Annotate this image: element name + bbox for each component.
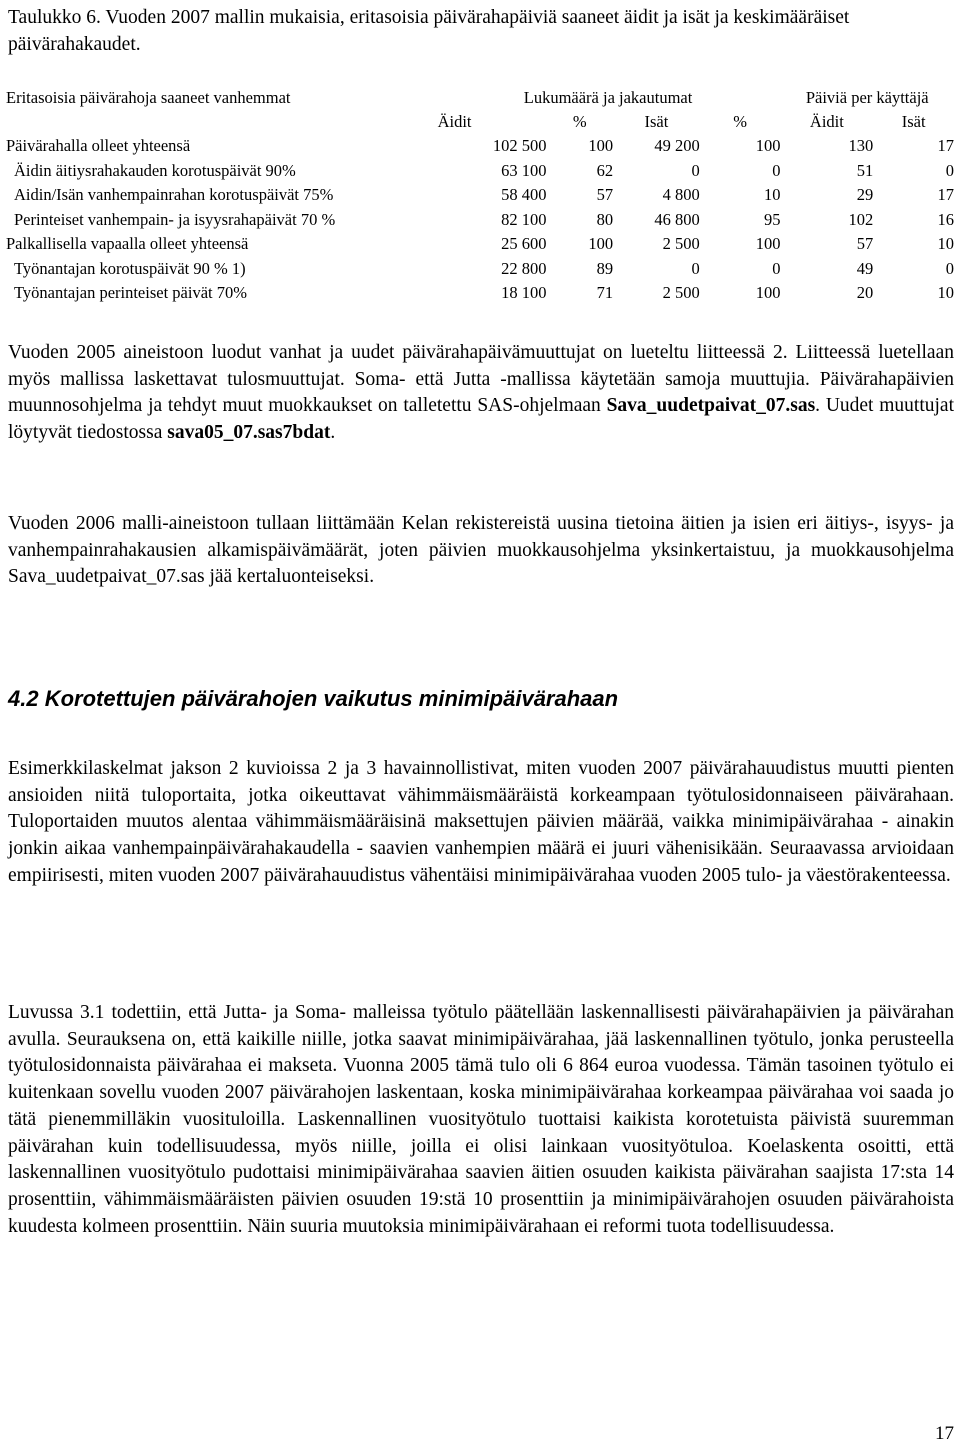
cell-value: 80 [596, 209, 614, 229]
table-caption: Taulukko 6. Vuoden 2007 mallin mukaisia, eritasoisia päivärahapäiviä saaneet äidit ja isät ja keskimääräiset päivärahakaudet. [8, 7, 850, 55]
table-row [6, 232, 954, 257]
cell-value: 0 [945, 160, 954, 180]
table-subheader-row [6, 110, 954, 134]
subheader-fathers-days: Isät [901, 112, 926, 131]
paragraph-text: . Uudet muuttujat löytyvät tiedostossa [8, 395, 954, 444]
paragraph-examples: Esimerkkilaskelmat jakson 2 kuvioissa 2 ja 3 havainnollistivat, miten vuoden 2007 päivärahauudistus muutti pienten ansioiden niitä tuloportaita, jotka oikeuttavat vähimmäismääräistä korkeampaan työtulosidonnaiseen päivärahaan. Tuloportaiden muutos alentaa vähimmäismääräisinä maksettujen päivien määrää, vaikka minimipäivärahaa - ainakin jonkin aikaa vanhempainpäivärahakaudella - saavien vanhempien määrä ei juuri vähenisikään. Seuraavassa arvioidaan empiirisesti, miten vuoden 2007 päivärahauudistus vähentäisi minimipäivärahaa vuoden 2005 tulo- ja väestörakenteessa. [8, 758, 954, 886]
cell-value: 100 [755, 283, 781, 303]
cell-value: 51 [856, 160, 874, 180]
table-row [6, 281, 954, 306]
cell-value: 10 [937, 234, 954, 254]
cell-value: 89 [596, 258, 614, 278]
table-row [6, 159, 954, 184]
subheader-empty [6, 110, 436, 134]
cell-value: 95 [763, 209, 781, 229]
cell-value: 22 800 [501, 258, 547, 278]
cell-value: 10 [937, 283, 954, 303]
dataset-file-name: sava05_07.sas7bdat [167, 422, 331, 444]
cell-value: 16 [937, 209, 954, 229]
cell-value: 63 100 [501, 160, 547, 180]
cell-value: 49 200 [654, 136, 700, 156]
table-row [6, 257, 954, 282]
cell-value: 2 500 [662, 234, 700, 254]
cell-value: 71 [596, 283, 614, 303]
cell-value: 20 [856, 283, 874, 303]
subheader-mothers-days: Äidit [809, 112, 844, 131]
subheader-percent: % [572, 112, 587, 131]
cell-value: 0 [945, 258, 954, 278]
paragraph-results: Luvussa 3.1 todettiin, että Jutta- ja Soma- malleissa työtulo päätellään laskennallisesti päivärahapäivien ja päivärahan avulla. Seurauksena on, että kaikille niille, jotka saavat minimipäivärahaa, jää laskennallinen työtulo, jonka perusteella työtulosidonnaista päivärahaa ei makseta. Vuonna 2005 tämä tulo oli 6 864 euroa vuodessa. Tämän tasoinen työtulo ei kuitenkaan sovellu vuoden 2007 päivärahojen laskentaan, koska minimipäivärahaa korkeampaa päivärahaa voi saada jo tätä pienemmilläkin vuosituloilla. Laskennallinen vuosityötulo tuottaisi kaikista korotetuista päivistä suuremman päivärahan kuin todellisuudessa, myös niille, joilla ei olisi lainkaan vuosityötuloa. Koelaskenta osoitti, että laskennallinen vuosityötulo pudottaisi minimipäivärahaa saavien äitien osuuden kaikista päivärahan saajista 17:sta 14 prosenttiin, vähimmäismääräisten päivien osuuden 19:stä 10 prosenttiin ja minimipäivärahojen osuuden päivärahoista kuudesta kolmeen prosenttiin. Näin suuria muutoksia minimipäivärahaan ei reformi tuota todellisuudessa. [8, 1002, 954, 1237]
cell-value: 82 100 [501, 209, 547, 229]
page-number: 17 [935, 1423, 954, 1444]
cell-value: 0 [772, 258, 781, 278]
table-row [6, 183, 954, 208]
cell-value: 57 [856, 234, 874, 254]
cell-value: 10 [763, 185, 781, 205]
cell-value: 29 [856, 185, 874, 205]
cell-value: 0 [772, 160, 781, 180]
cell-value: 100 [755, 136, 781, 156]
cell-value: 102 [848, 209, 874, 229]
row-label: Äidin äitiysrahakauden korotuspäivät 90% [14, 160, 296, 180]
row-label: Palkallisella vapaalla olleet yhteensä [6, 234, 249, 254]
cell-value: 17 [937, 185, 954, 205]
table-row [6, 134, 954, 159]
cell-value: 0 [691, 160, 700, 180]
cell-value: 100 [588, 136, 614, 156]
table-header-row [6, 86, 954, 110]
subheader-mothers: Äidit [437, 112, 472, 131]
cell-value: 62 [596, 160, 614, 180]
group-header-counts: Lukumäärä ja jakautumat [523, 88, 693, 107]
cell-value: 18 100 [501, 283, 547, 303]
row-label: Työnantajan korotuspäivät 90 % 1) [14, 258, 246, 278]
subheader-fathers: Isät [644, 112, 669, 131]
cell-value: 0 [691, 258, 700, 278]
sas-program-name: Sava_uudetpaivat_07.sas [606, 395, 816, 417]
paragraph-text: . [330, 422, 336, 444]
data-table [6, 86, 954, 306]
row-label: Perinteiset vanhempain- ja isyysrahapäivät 70 % [14, 209, 336, 229]
cell-value: 25 600 [501, 234, 547, 254]
group-header-days: Päiviä per käyttäjä [805, 88, 929, 107]
cell-value: 102 500 [492, 136, 547, 156]
cell-value: 49 [856, 258, 874, 278]
row-label: Aidin/Isän vanhempainrahan korotuspäivät 75% [14, 185, 334, 205]
cell-value: 57 [596, 185, 614, 205]
subheader-percent: % [733, 112, 747, 131]
cell-value: 100 [588, 234, 614, 254]
cell-value: 130 [848, 136, 874, 156]
cell-value: 4 800 [662, 185, 700, 205]
cell-value: 46 800 [654, 209, 700, 229]
section-heading: 4.2 Korotettujen päivärahojen vaikutus minimipäivärahaan [8, 686, 619, 711]
cell-value: 100 [755, 234, 781, 254]
row-label: Työnantajan perinteiset päivät 70% [14, 283, 247, 303]
table-title-header: Eritasoisia päivärahoja saaneet vanhemmat [6, 88, 291, 107]
row-label: Päivärahalla olleet yhteensä [6, 136, 191, 156]
cell-value: 17 [937, 136, 954, 156]
paragraph-2006-data: Vuoden 2006 malli-aineistoon tullaan liittämään Kelan rekistereistä uusina tietoina äitien ja isien eri äitiys-, isyys- ja vanhempainrahakausien alkamispäivämäärät, joten päivien muokkausohjelma yksinkertaistuu, ja muokkausohjelma Sava_uudetpaivat_07.sas jää kertaluonteiseksi. [8, 513, 954, 588]
paragraph-text: Vuoden 2005 aineistoon luodut vanhat ja uudet päivärahapäivämuuttujat on lueteltu liitteessä 2. Liitteessä luetellaan myös mallissa laskettavat tulosmuuttujat. Soma- että Jutta -mallissa käytetään samoja muuttujia. Päivärahapäivien muunnosohjelma ja tehdyt muut muokkaukset on talletettu SAS-ohjelmaan [8, 342, 954, 417]
paragraph-variables [8, 340, 954, 447]
table-row [6, 208, 954, 233]
cell-value: 2 500 [662, 283, 700, 303]
cell-value: 58 400 [501, 185, 547, 205]
